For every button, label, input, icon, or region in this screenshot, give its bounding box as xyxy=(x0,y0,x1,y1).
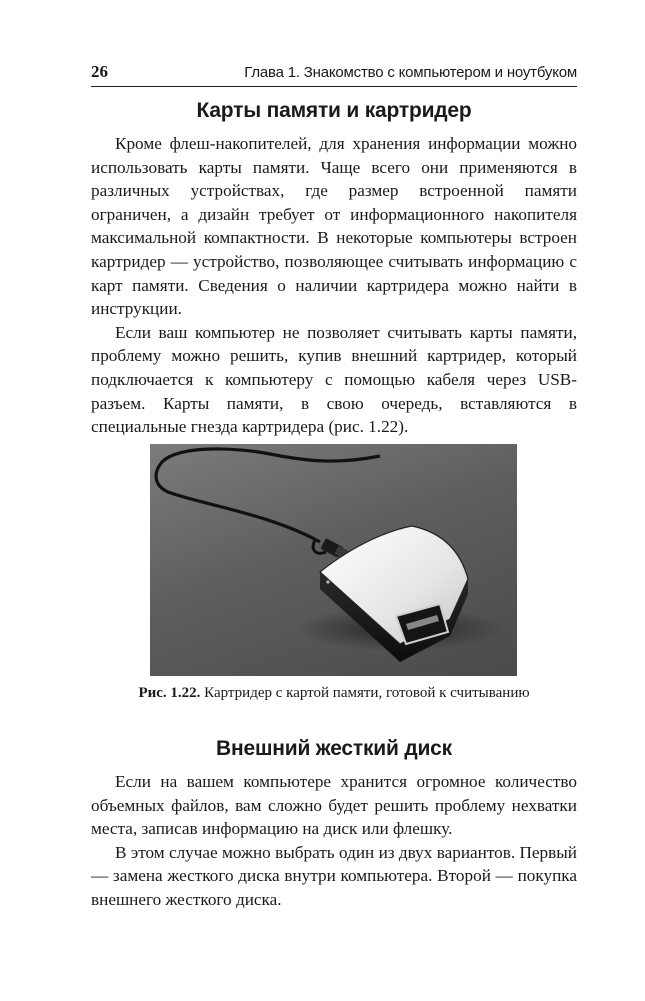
paragraph: Кроме флеш-накопителей, для хранения информации можно использовать карты памяти. Чаще всего они применяются в различных устройствах, где размер встроенной памяти ограничен, а дизайн требует от информационного накопителя максимальной компактности. В некоторые компьютеры встроен картридер — устройство, позволяющее считывать информацию с карт памяти. Сведения о наличии картридера можно найти в инструкции. xyxy=(91,134,577,319)
running-head xyxy=(91,60,577,87)
figure-caption xyxy=(91,685,577,702)
usb-cable xyxy=(156,449,380,542)
paragraph: В этом случае можно выбрать один из двух вариантов. Первый — замена жесткого диска внутри компьютера. Второй — покупка внешнего жесткого диска. xyxy=(91,842,577,909)
section-body-memory-cards xyxy=(91,132,577,439)
section-heading-external-hdd: Внешний жесткий диск xyxy=(216,737,452,760)
chapter-title: Глава 1. Знакомство с компьютером и ноутбуком xyxy=(244,64,577,81)
section-body-external-hdd xyxy=(91,770,577,912)
paragraph: Если ваш компьютер не позволяет считывать карты памяти, проблему можно решить, купив внешний картридер, который подключается к компьютеру с помощью кабеля через USB-разъем. Карты памяти, в свою очередь, вставляются в специальные гнезда картридера (рис. 1.22). xyxy=(91,322,577,437)
caption-text: Картридер с картой памяти, готовой к считыванию xyxy=(200,685,530,701)
card-reader-photo xyxy=(150,444,517,676)
section-heading-memory-cards: Карты памяти и картридер xyxy=(196,99,472,122)
page-number: 26 xyxy=(91,62,108,81)
paragraph: Если на вашем компьютере хранится огромное количество объемных файлов, вам сложно будет решить проблему нехватки места, записав информацию на диск или флешку. xyxy=(91,772,577,839)
caption-label: Рис. 1.22. xyxy=(138,685,201,701)
